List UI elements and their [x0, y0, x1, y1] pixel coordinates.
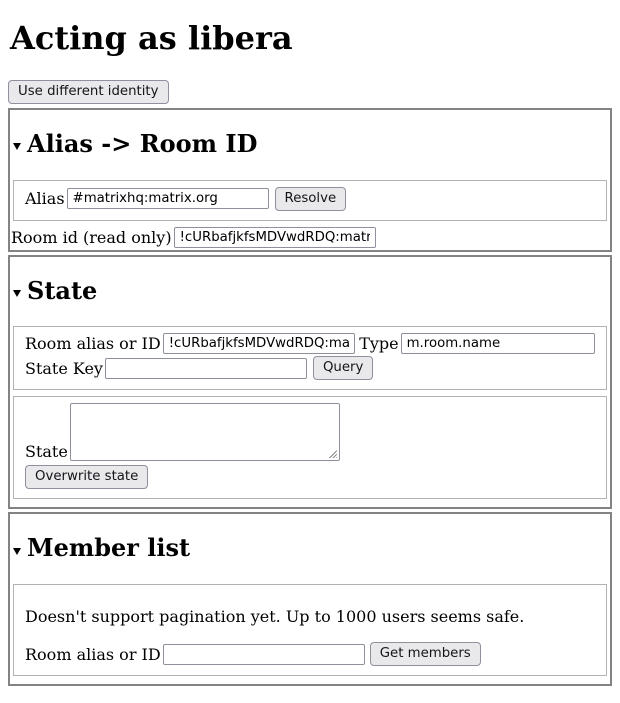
member-room-row: [25, 642, 595, 666]
page-title: Acting as libera: [10, 19, 293, 57]
alias-section-summary[interactable]: [11, 110, 609, 180]
member-list-title: Member list: [27, 533, 191, 563]
room-id-input[interactable]: [174, 227, 376, 248]
triangle-down-icon: [13, 548, 21, 555]
state-key-row: [25, 356, 595, 380]
state-type-label: Type: [359, 334, 399, 354]
state-key-input[interactable]: [105, 358, 307, 379]
section-alias-to-room-id: [8, 108, 612, 252]
member-room-input[interactable]: [163, 644, 365, 665]
member-list-summary[interactable]: [11, 514, 609, 584]
state-key-label: State Key: [25, 358, 103, 378]
overwrite-row: [25, 465, 595, 489]
use-different-identity-button[interactable]: Use different identity: [8, 80, 169, 104]
alias-resolver-group: [13, 180, 607, 221]
state-section-title: State: [27, 275, 98, 305]
pagination-note: Doesn't support pagination yet. Up to 1000 users seems safe.: [25, 607, 525, 627]
alias-input[interactable]: [67, 188, 269, 209]
state-overwrite-group: [13, 396, 607, 499]
state-label: State: [25, 442, 68, 462]
alias-label: Alias: [25, 189, 65, 209]
triangle-down-icon: [13, 143, 21, 150]
triangle-down-icon: [13, 290, 21, 297]
state-type-input[interactable]: [401, 333, 595, 354]
overwrite-state-button[interactable]: Overwrite state: [25, 465, 148, 489]
state-textarea-row: [25, 403, 595, 461]
member-list-group: [13, 584, 607, 676]
state-section-summary[interactable]: [11, 257, 609, 327]
state-room-row: [25, 333, 595, 354]
section-member-list: [8, 512, 612, 686]
state-textarea-wrapper: [70, 403, 340, 461]
state-room-label: Room alias or ID: [25, 334, 161, 354]
section-state: [8, 255, 612, 510]
alias-row: [25, 187, 595, 211]
resolve-button[interactable]: Resolve: [275, 187, 347, 211]
query-button[interactable]: Query: [313, 356, 373, 380]
get-members-button[interactable]: Get members: [370, 642, 481, 666]
state-textarea[interactable]: [70, 403, 340, 461]
state-room-input[interactable]: [163, 333, 355, 354]
alias-section-title: Alias -> Room ID: [27, 128, 258, 158]
identity-toolbar: [8, 80, 612, 104]
state-query-group: [13, 326, 607, 390]
member-room-label: Room alias or ID: [25, 644, 161, 664]
room-id-row: [11, 227, 609, 248]
room-id-label: Room id (read only): [11, 227, 172, 247]
